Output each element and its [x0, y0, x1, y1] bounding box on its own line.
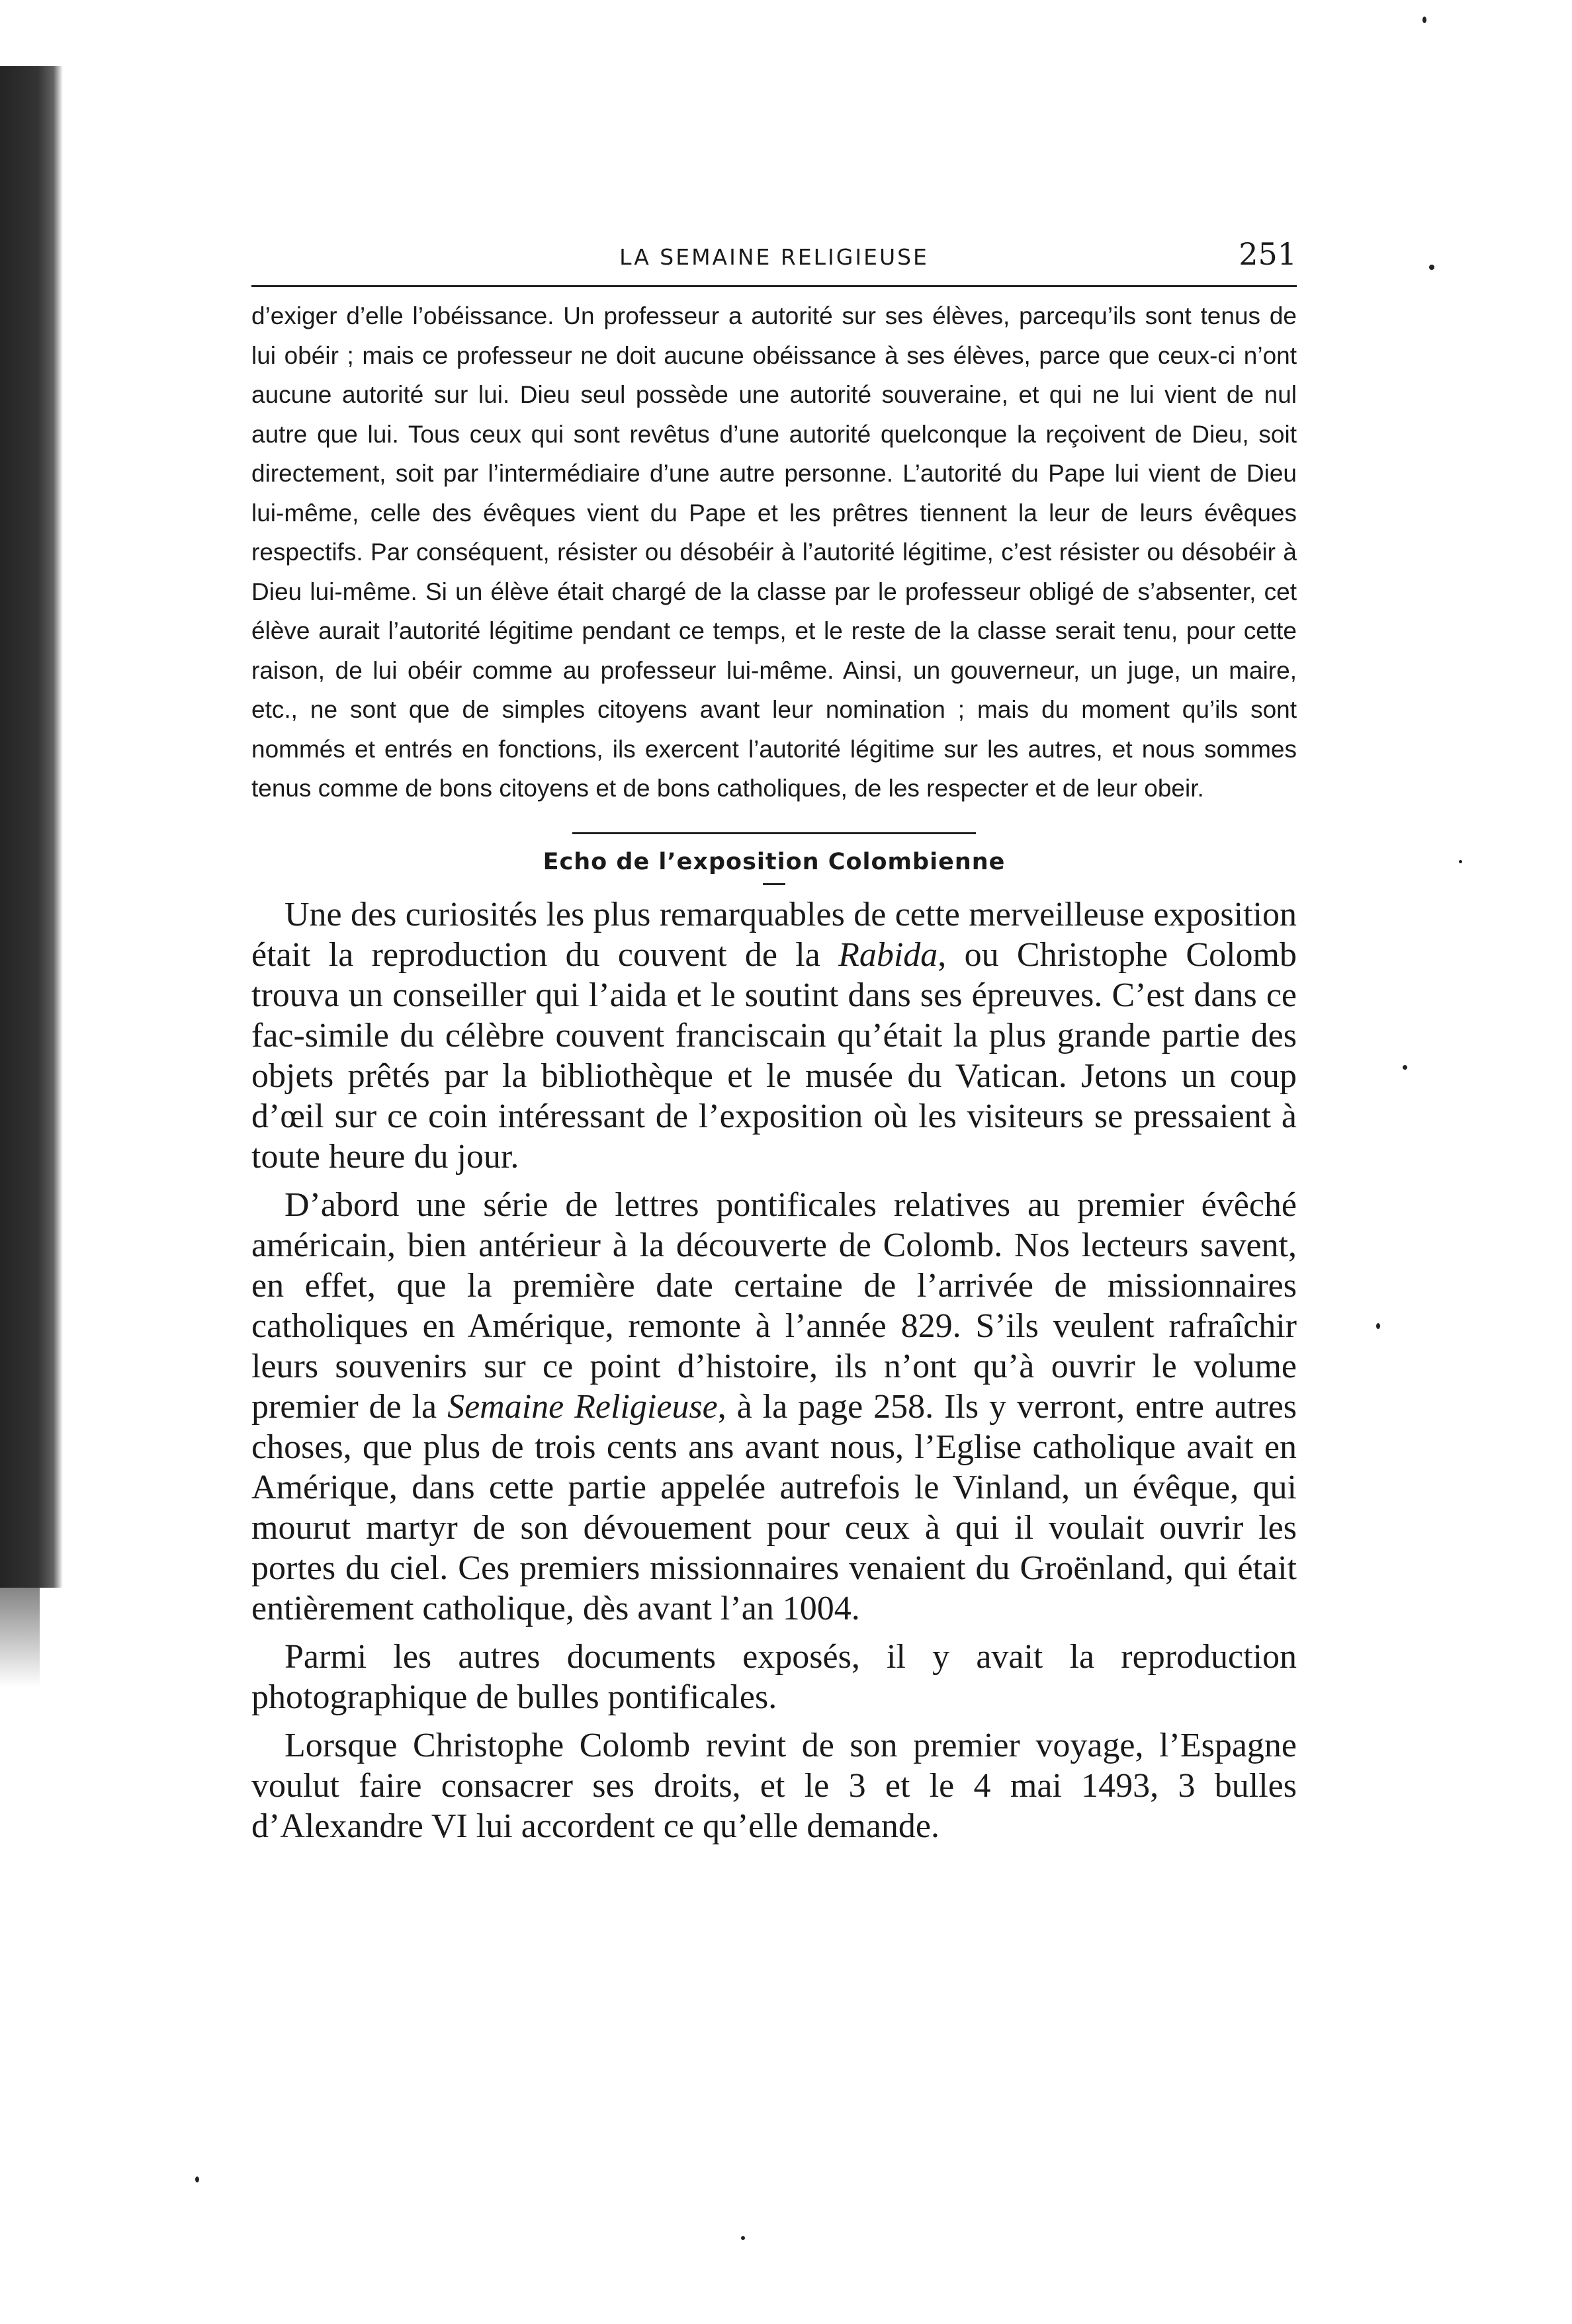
print-speck	[195, 2176, 199, 2182]
print-speck	[741, 2236, 745, 2240]
title-dash	[763, 883, 785, 885]
paragraph-1	[251, 894, 1297, 1177]
print-speck	[1422, 17, 1426, 23]
page-number: 251	[1239, 236, 1297, 272]
print-speck	[1376, 1323, 1380, 1329]
paragraph-1-text: Une des curiosités les plus remarquables de cette merveilleuse exposition était la reproduction du couvent de la	[251, 895, 1297, 974]
paragraph-1-italic: Rabida	[838, 935, 938, 974]
header-rule	[251, 285, 1297, 287]
paragraph-1-end: , ou Christophe Colomb trouva un conseiller qui l’aida et le soutint dans ses épreuves. C’est dans ce fac-simile du célèbre couvent franciscain qu’était la plus grande partie des objets prêtés par la bibliothèque et le musée du Vatican. Jetons un coup d’œil sur ce coin intéressant de l’exposition où les visiteurs se pressaient à toute heure du jour.	[251, 935, 1297, 1176]
section-separator-rule	[572, 832, 976, 834]
print-speck	[1459, 860, 1462, 863]
paragraph-2-text: D’abord une série de lettres pontificales relatives au premier évêché américain, bien antérieur à la découverte de Colomb. Nos lecteurs savent, en effet, que la première date certaine de l’arrivée de missionnaires catholiques en Amérique, remonte à l’année 829. S’ils veulent rafraîchir leurs souvenirs sur ce point d’histoire, ils n’ont qu’à ouvrir le volume premier de la	[251, 1185, 1297, 1426]
running-header	[251, 235, 1297, 275]
paragraph-4: Lorsque Christophe Colomb revint de son premier voyage, l’Espagne voulut faire consacrer ses droits, et le 3 et le 4 mai 1493, 3 bulles d’Alexandre VI lui accordent ce qu’elle demande.	[251, 1726, 1297, 1845]
paragraph-3: Parmi les autres documents exposés, il y avait la reproduction photographique de bulles pontificales.	[251, 1637, 1297, 1716]
paragraph-2-end: , à la page 258. Ils y verront, entre autres choses, que plus de trois cents ans avant nous, l’Eglise catholique avait en Amérique, dans cette partie appelée autrefois le Vinland, un évêque, qui mourut martyr de son dévouement pour ceux à qui il voulait ouvrir les portes du ciel. Ces premiers missionnaires venaient du Groënland, qui était entièrement catholique, dès avant l’an 1004.	[251, 1387, 1297, 1627]
paragraph-2	[251, 1185, 1297, 1629]
continued-paragraph: d’exiger d’elle l’obéissance. Un professeur a autorité sur ses élèves, parcequ’ils sont tenus de lui obéir ; mais ce professeur ne doit aucune obéissance à ses élèves, parce que ceux-ci n’ont aucune autorité sur lui. Dieu seul possède une autorité souveraine, et qui ne lui vient de nul autre que lui. Tous ceux qui sont revêtus d’une autorité quelconque la reçoivent de Dieu, soit directement, soit par l’intermédiaire d’une autre personne. L’autorité du Pape lui vient de Dieu lui-même, celle des évêques vient du Pape et les prêtres tiennent la leur de leurs évêques respectifs. Par conséquent, résister ou désobéir à l’autorité légitime, c’est résister ou désobéir à Dieu lui-même. Si un élève était chargé de la classe par le professeur obligé de s’absenter, cet élève aurait l’autorité légitime pendant ce temps, et le reste de la classe serait tenu, pour cette raison, de lui obéir comme au professeur lui-même. Ainsi, un gouverneur, un juge, un maire, etc., ne sont que de simples citoyens avant leur nomination ; mais du moment qu’ils sont nommés et entrés en fonctions, ils exercent l’autorité légitime sur les autres, et nous sommes tenus comme de bons citoyens et de bons catholiques, de les respecter et de leur obeir.	[251, 302, 1297, 802]
book-spine-shadow	[0, 66, 63, 1588]
running-title: LA SEMAINE RELIGIEUSE	[619, 244, 929, 270]
print-speck	[1403, 1065, 1407, 1070]
paragraph-2-italic: Semaine Religieuse	[447, 1387, 718, 1426]
book-spine-fade	[0, 1588, 40, 1687]
article-body	[251, 894, 1297, 1846]
print-speck	[1429, 265, 1434, 270]
section-title: Echo de l’exposition Colombienne	[543, 848, 1006, 875]
book-page	[251, 235, 1297, 1854]
